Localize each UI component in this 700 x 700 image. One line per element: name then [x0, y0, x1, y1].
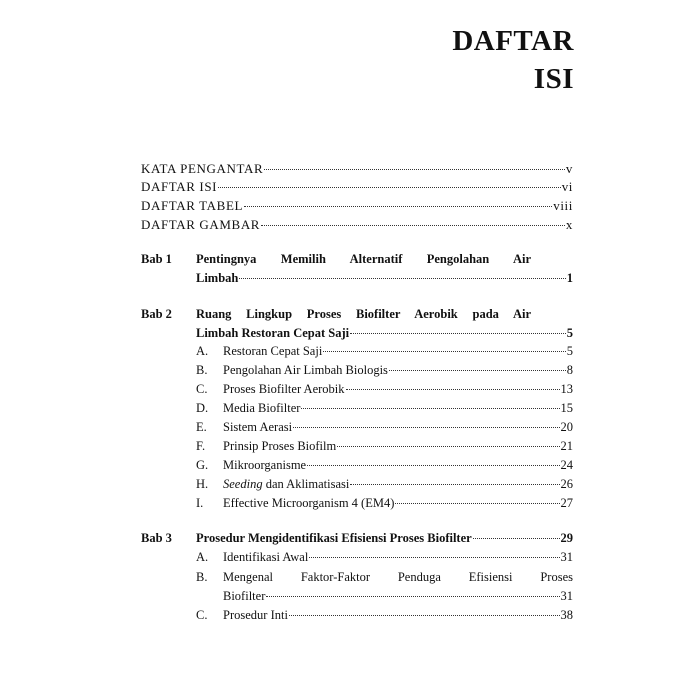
toc-section[interactable]: D. Media Biofilter 15	[196, 401, 573, 415]
chapter-number: Bab 2	[141, 307, 172, 321]
toc-entry-chapter-1[interactable]: Limbah 1	[196, 271, 573, 285]
toc-section[interactable]: C. Proses Biofilter Aerobik 13	[196, 382, 573, 396]
toc-section[interactable]: I. Effective Microorganism 4 (EM4) 27	[196, 496, 573, 510]
toc-section-continuation[interactable]: Biofilter 31	[223, 589, 573, 603]
page-title-line-1: DAFTAR	[452, 25, 574, 57]
toc-entry-daftar-gambar[interactable]: DAFTAR GAMBAR x	[141, 217, 573, 232]
toc-section[interactable]: B. Pengolahan Air Limbah Biologis 8	[196, 363, 573, 377]
chapter-number: Bab 3	[141, 531, 172, 545]
chapter-number: Bab 1	[141, 252, 172, 266]
chapter-title[interactable]: Ruang Lingkup Proses Biofilter Aerobik pada Air	[196, 307, 531, 321]
toc-section[interactable]: A. Identifikasi Awal 31	[196, 550, 573, 564]
toc-section[interactable]: G. Mikroorganisme 24	[196, 458, 573, 472]
toc-entry-kata-pengantar[interactable]: KATA PENGANTAR v	[141, 161, 573, 176]
page-title-line-2: ISI	[533, 63, 574, 95]
chapter-title[interactable]: Pentingnya Memilih Alternatif Pengolahan Air	[196, 252, 531, 266]
toc-entry-daftar-isi[interactable]: DAFTAR ISI vi	[141, 179, 573, 194]
toc-entry-chapter-3[interactable]: Prosedur Mengidentifikasi Efisiensi Proses Biofilter 29	[196, 531, 573, 545]
toc-section[interactable]: C. Prosedur Inti 38	[196, 608, 573, 622]
toc-section[interactable]: E. Sistem Aerasi 20	[196, 420, 573, 434]
toc-section[interactable]: H. Seeding dan Aklimatisasi 26	[196, 477, 573, 491]
toc-section[interactable]: A. Restoran Cepat Saji 5	[196, 344, 573, 358]
toc-section[interactable]: B. Mengenal Faktor-Faktor Penduga Efisiensi Proses	[196, 570, 573, 584]
toc-section[interactable]: F. Prinsip Proses Biofilm 21	[196, 439, 573, 453]
toc-entry-chapter-2[interactable]: Limbah Restoran Cepat Saji 5	[196, 326, 573, 340]
toc-entry-daftar-tabel[interactable]: DAFTAR TABEL viii	[141, 198, 573, 213]
